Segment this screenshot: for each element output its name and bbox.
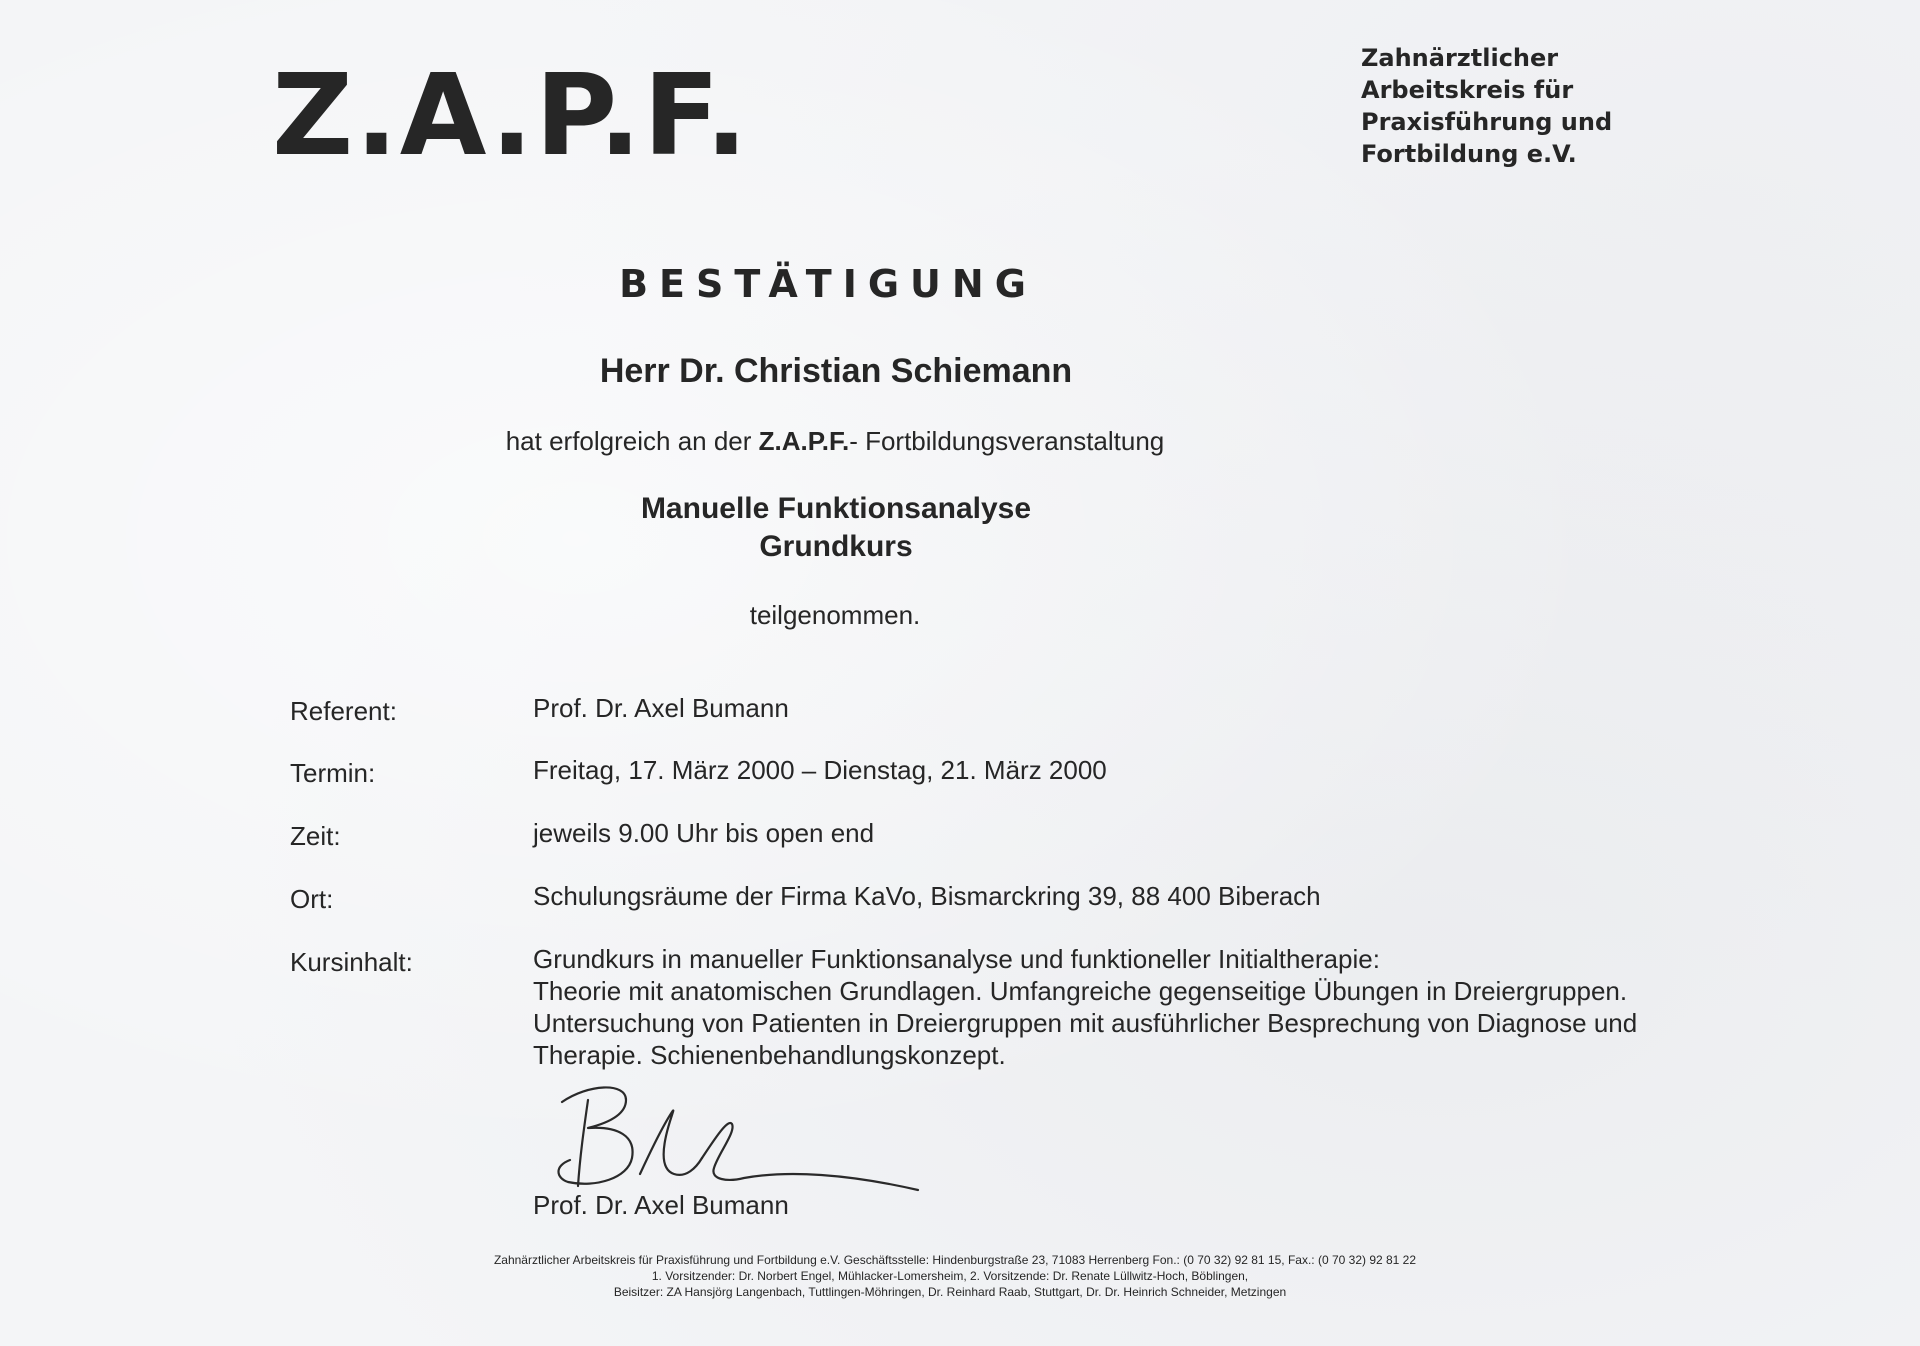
intro-sentence (0, 426, 1670, 457)
kursinhalt-line: Untersuchung von Patienten in Dreiergruppen mit ausführlicher Besprechung von Diagnose und (533, 1008, 1638, 1038)
course-title (0, 490, 1672, 566)
course-subtitle-line: Grundkurs (759, 530, 913, 563)
org-line: Praxisführung und (1361, 108, 1613, 136)
kursinhalt-value (533, 943, 1730, 1071)
kursinhalt-line: Theorie mit anatomischen Grundlagen. Umfangreiche gegenseitige Übungen in Dreiergruppen. (533, 976, 1628, 1006)
footer-line: 1. Vorsitzender: Dr. Norbert Engel, Mühlacker-Lomersheim, 2. Vorsitzende: Dr. Renate Lüllwitz-Hoch, Böblingen, (651, 1269, 1249, 1283)
footer-line: Zahnärztlicher Arbeitskreis für Praxisführung und Fortbildung e.V. Geschäftsstelle: Hindenburgstraße 23, 71083 Herrenberg Fon.: (0 70 32) 92 81 15, Fax.: (0 70 32) 92 81 22 (493, 1253, 1417, 1267)
termin-label: Termin: (290, 758, 376, 788)
kursinhalt-line: Grundkurs in manueller Funktionsanalyse und funktioneller Initialtherapie: (533, 944, 1380, 974)
kursinhalt-line: Therapie. Schienenbehandlungskonzept. (533, 1040, 1006, 1070)
kursinhalt-label: Kursinhalt: (290, 947, 413, 977)
participated-text: teilgenommen. (749, 600, 921, 630)
intro-org-abbr: Z.A.P.F. (758, 426, 850, 456)
org-line: Zahnärztlicher (1361, 44, 1559, 72)
organization-name (1361, 42, 1612, 170)
zeit-label: Zeit: (290, 821, 341, 851)
course-title-line: Manuelle Funktionsanalyse (640, 492, 1032, 525)
ort-label: Ort: (290, 884, 334, 914)
footer-line: Beisitzer: ZA Hansjörg Langenbach, Tuttlingen-Möhringen, Dr. Reinhard Raab, Stuttgart, Dr. Dr. Heinrich Schneider, Metzingen (613, 1285, 1287, 1299)
intro-suffix: - Fortbildungsveranstaltung (849, 426, 1165, 456)
intro-prefix: hat erfolgreich an der (505, 426, 759, 456)
org-line: Fortbildung e.V. (1361, 140, 1577, 168)
referent-value: Prof. Dr. Axel Bumann (533, 693, 789, 723)
details-table (290, 692, 1730, 1071)
handwritten-signature (548, 1078, 928, 1200)
referent-label: Referent: (290, 696, 397, 726)
certificate-title: BESTÄTIGUNG (619, 262, 1037, 306)
detail-row-termin (290, 754, 1730, 817)
detail-row-zeit (290, 817, 1730, 880)
org-line: Arbeitskreis für (1361, 76, 1574, 104)
detail-row-kursinhalt (290, 943, 1730, 1071)
detail-row-referent (290, 692, 1730, 754)
zapf-logo: Z.A.P.F. (272, 51, 750, 181)
ort-value: Schulungsräume der Firma KaVo, Bismarckring 39, 88 400 Biberach (533, 881, 1321, 911)
detail-row-ort (290, 880, 1730, 943)
signatory-name: Prof. Dr. Axel Bumann (533, 1190, 789, 1220)
termin-value: Freitag, 17. März 2000 – Dienstag, 21. März 2000 (533, 755, 1107, 785)
footer-address (0, 1252, 1920, 1300)
recipient-name: Herr Dr. Christian Schiemann (599, 352, 1073, 390)
zeit-value: jeweils 9.00 Uhr bis open end (533, 818, 875, 848)
